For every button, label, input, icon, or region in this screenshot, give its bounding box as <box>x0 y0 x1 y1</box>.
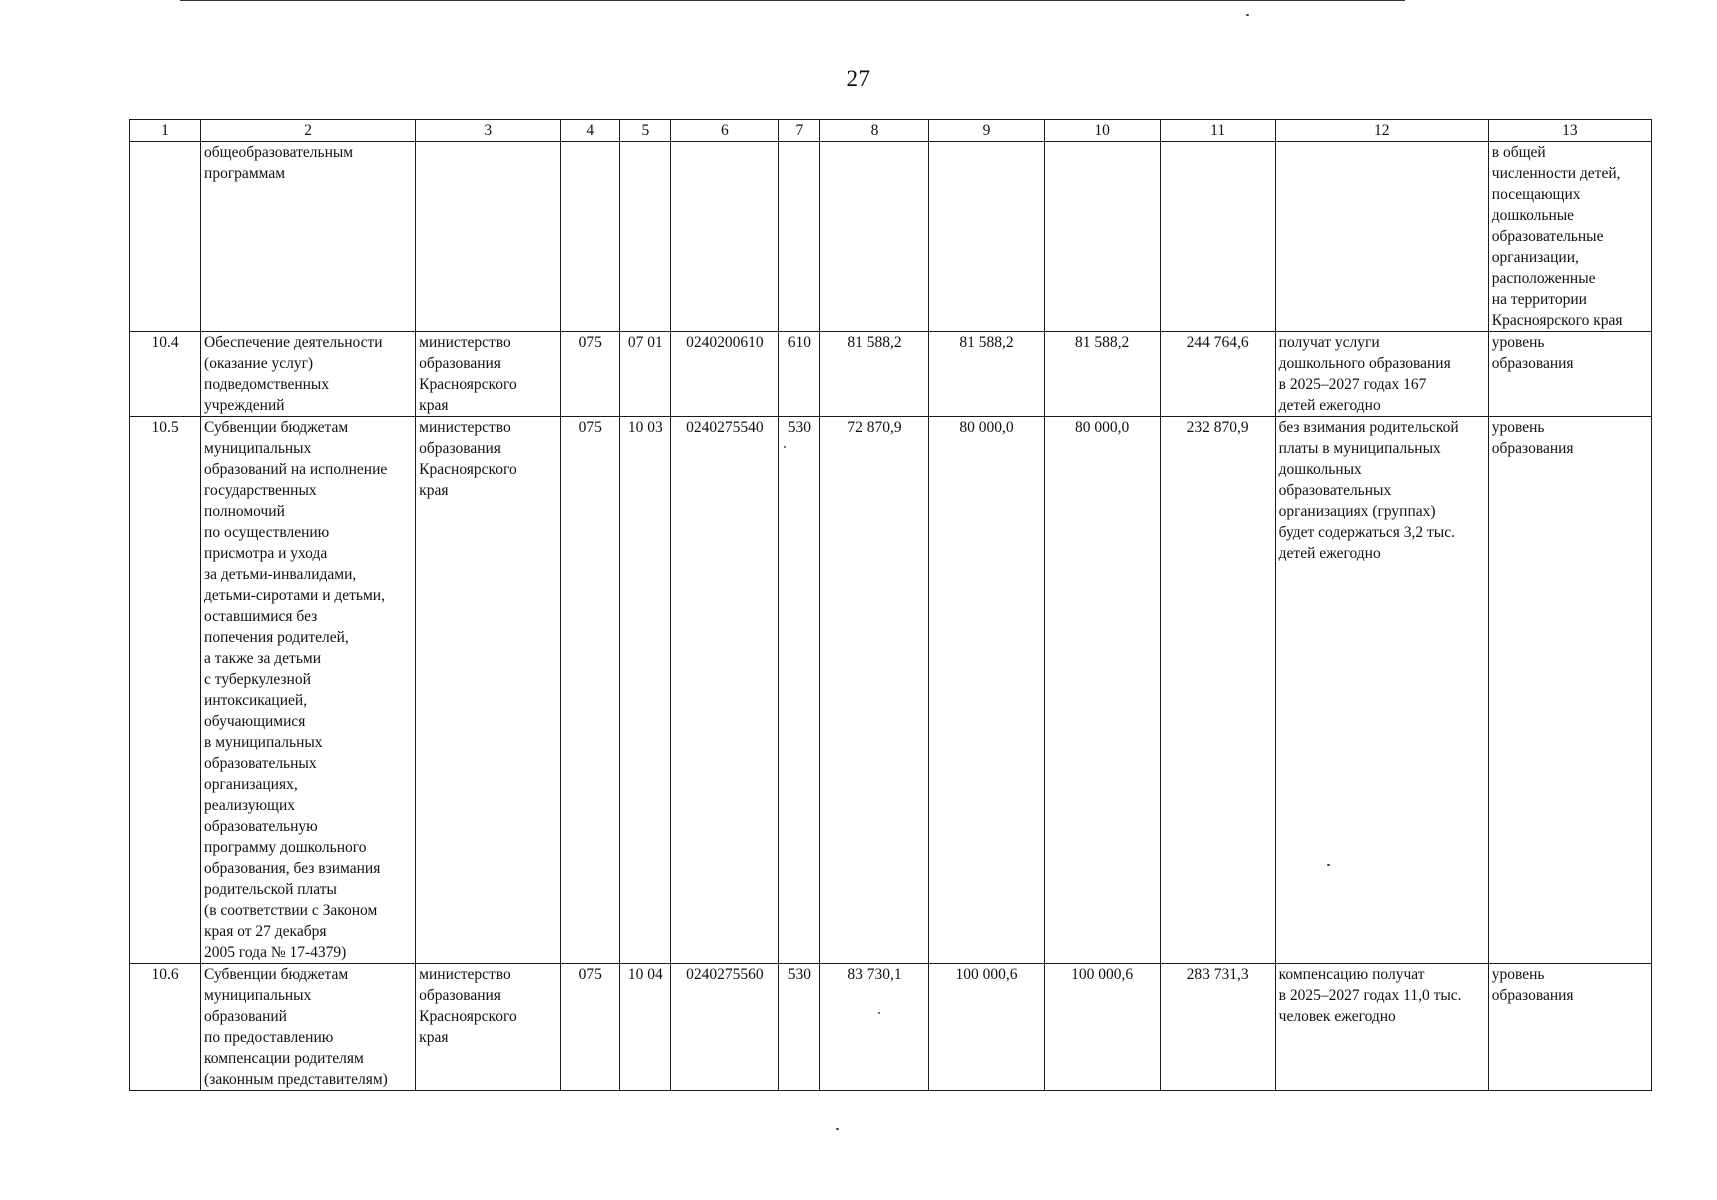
cell-item-number: 10.4 <box>130 332 201 417</box>
column-header: 7 <box>779 120 820 142</box>
cell-year-1: 81 588,2 <box>820 332 929 417</box>
cell-indicator <box>1488 332 1651 417</box>
indicator-text: уровень образования <box>1491 419 1574 457</box>
table-row-10-6 <box>130 964 1652 1091</box>
scan-speck <box>1246 14 1249 16</box>
column-header: 6 <box>671 120 779 142</box>
expected-result-text: компенсацию получат в 2025–2027 годах 11,0 тыс. человек ежегодно <box>1278 966 1462 1025</box>
cell-expected-result <box>1275 964 1488 1091</box>
cell-year-3: 81 588,2 <box>1044 332 1160 417</box>
cell-total: 232 870,9 <box>1160 417 1275 964</box>
column-header: 13 <box>1488 120 1651 142</box>
page-number: 27 <box>846 66 871 91</box>
cell-grbs <box>561 142 620 332</box>
cell-expected-result <box>1275 332 1488 417</box>
cell-total <box>1160 142 1275 332</box>
column-header: 3 <box>416 120 561 142</box>
column-header: 8 <box>820 120 929 142</box>
column-header: 4 <box>561 120 620 142</box>
cell-item-number: 10.6 <box>130 964 201 1091</box>
cell-expense-type <box>779 142 820 332</box>
cell-executor <box>416 142 561 332</box>
cell-year-2: 100 000,6 <box>929 964 1044 1091</box>
cell-executor <box>416 332 561 417</box>
executor-text: министерство образования Красноярского края <box>419 966 517 1046</box>
cell-indicator <box>1488 417 1651 964</box>
scan-speck <box>836 1128 839 1130</box>
column-header: 5 <box>620 120 671 142</box>
cell-activity-name <box>201 964 416 1091</box>
cell-target-code <box>671 142 779 332</box>
cell-total: 283 731,3 <box>1160 964 1275 1091</box>
cell-executor <box>416 964 561 1091</box>
column-header: 1 <box>130 120 201 142</box>
cell-expected-result <box>1275 142 1488 332</box>
column-number-row <box>130 120 1652 142</box>
table-row-10-5 <box>130 417 1652 964</box>
indicator-text: в общей численности детей, посещающих дошкольные образовательные организации, расположенные на территории Красноярского края <box>1491 144 1623 329</box>
cell-expense-type: 530 <box>779 417 820 964</box>
cell-year-2: 80 000,0 <box>929 417 1044 964</box>
cell-section: 07 01 <box>620 332 671 417</box>
activity-name-text: Субвенции бюджетам муниципальных образований по предоставлению компенсации родителям (законным представителям) <box>204 966 388 1088</box>
expected-result-text: без взимания родительской платы в муниципальных дошкольных образовательных организациях (группах) будет содержаться 3,2 тыс. детей ежегодно <box>1278 419 1459 562</box>
cell-year-3 <box>1044 142 1160 332</box>
cell-grbs: 075 <box>561 417 620 964</box>
scan-speck <box>784 446 786 448</box>
cell-target-code: 0240200610 <box>671 332 779 417</box>
program-activities-table <box>129 119 1652 1091</box>
activity-name-text: общеобразовательным программам <box>204 144 354 182</box>
executor-text: министерство образования Красноярского края <box>419 334 517 414</box>
top-rule <box>180 0 1405 1</box>
cell-indicator <box>1488 964 1651 1091</box>
cell-expense-type: 530 <box>779 964 820 1091</box>
cell-grbs: 075 <box>561 964 620 1091</box>
cell-year-1: 72 870,9 <box>820 417 929 964</box>
cell-activity-name <box>201 142 416 332</box>
indicator-text: уровень образования <box>1491 966 1574 1004</box>
column-header: 11 <box>1160 120 1275 142</box>
scan-speck <box>878 1012 880 1014</box>
cell-year-2: 81 588,2 <box>929 332 1044 417</box>
cell-year-3: 100 000,6 <box>1044 964 1160 1091</box>
column-header: 2 <box>201 120 416 142</box>
table-row-10-4 <box>130 332 1652 417</box>
activity-name-text: Субвенции бюджетам муниципальных образований на исполнение государственных полномочий по осуществлению присмотра и ухода за детьми-инвалидами, детьми-сиротами и детьми, оставшимися без попечения родителей, а также за детьми с туберкулезной интоксикацией, обучающимися в муниципальных образовательных организациях, реализующих образовательную программу дошкольного образования, без взимания родительской платы (в соответствии с Законом края от 27 декабря 2005 года № 17-4379) <box>204 419 388 961</box>
cell-item-number: 10.5 <box>130 417 201 964</box>
activity-name-text: Обеспечение деятельности (оказание услуг) подведомственных учреждений <box>204 334 383 414</box>
cell-activity-name <box>201 332 416 417</box>
column-header: 12 <box>1275 120 1488 142</box>
scan-speck <box>1327 864 1330 866</box>
cell-item-number <box>130 142 201 332</box>
executor-text: министерство образования Красноярского края <box>419 419 517 499</box>
column-header: 9 <box>929 120 1044 142</box>
column-header: 10 <box>1044 120 1160 142</box>
cell-year-1: 83 730,1 <box>820 964 929 1091</box>
cell-section: 10 03 <box>620 417 671 964</box>
cell-expense-type: 610 <box>779 332 820 417</box>
cell-expected-result <box>1275 417 1488 964</box>
indicator-text: уровень образования <box>1491 334 1574 372</box>
cell-executor <box>416 417 561 964</box>
cell-activity-name <box>201 417 416 964</box>
cell-grbs: 075 <box>561 332 620 417</box>
expected-result-text: получат услуги дошкольного образования в 2025–2027 годах 167 детей ежегодно <box>1278 334 1451 414</box>
cell-year-2 <box>929 142 1044 332</box>
cell-year-3: 80 000,0 <box>1044 417 1160 964</box>
cell-target-code: 0240275560 <box>671 964 779 1091</box>
table-row-continuation <box>130 142 1652 332</box>
cell-section <box>620 142 671 332</box>
cell-indicator <box>1488 142 1651 332</box>
cell-year-1 <box>820 142 929 332</box>
cell-section: 10 04 <box>620 964 671 1091</box>
cell-target-code: 0240275540 <box>671 417 779 964</box>
cell-total: 244 764,6 <box>1160 332 1275 417</box>
